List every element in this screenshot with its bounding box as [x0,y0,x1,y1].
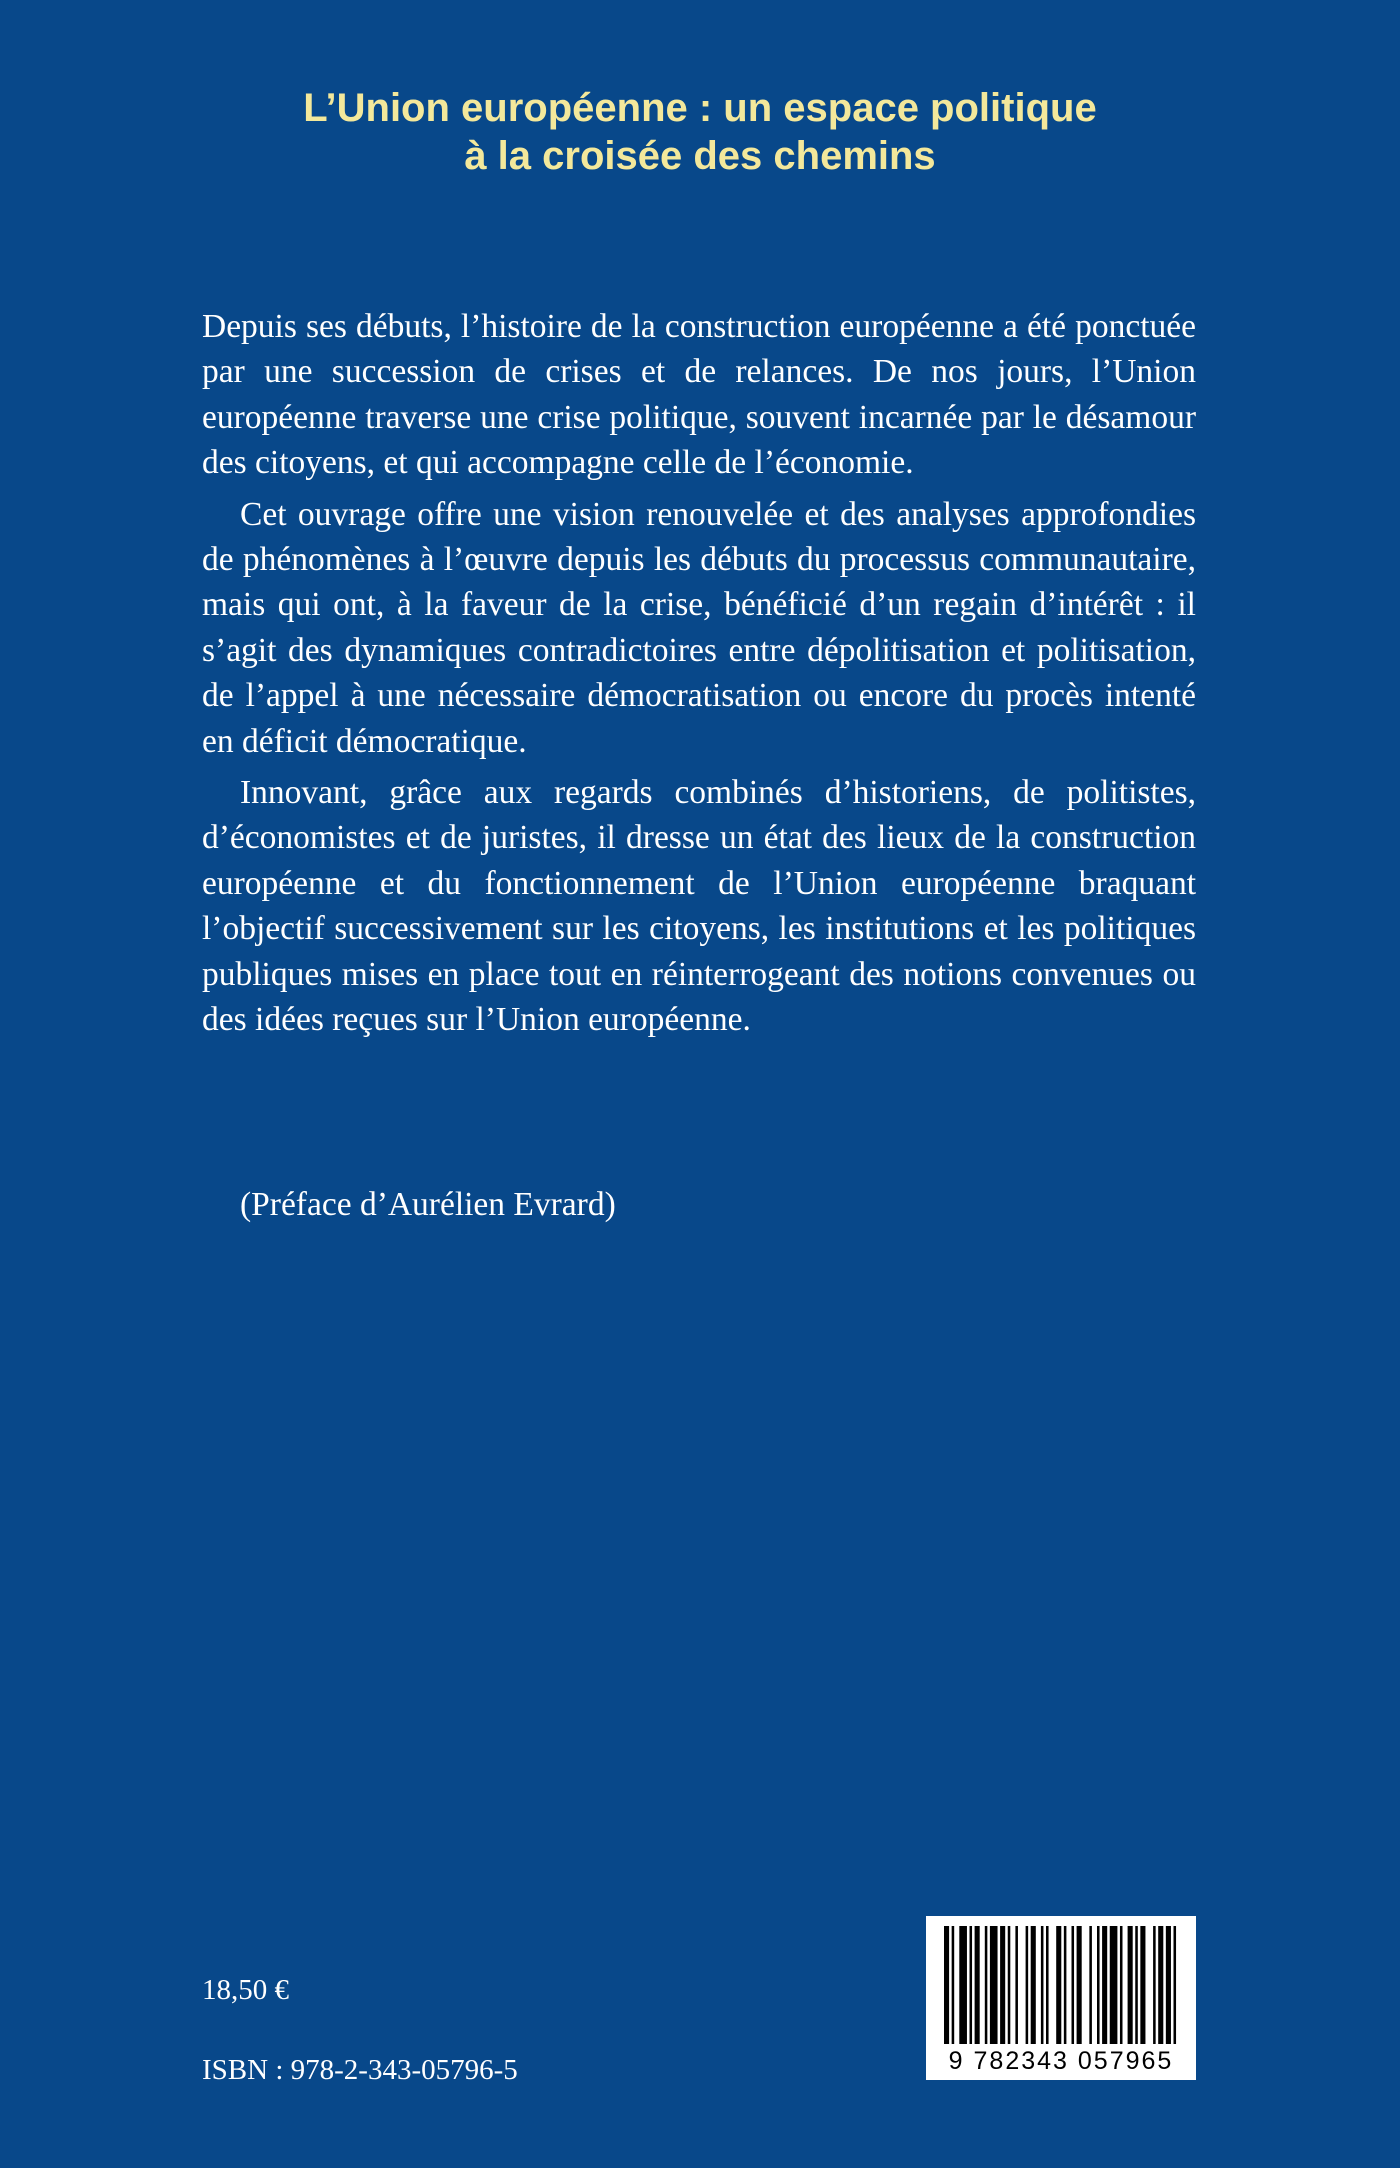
barcode-bar [990,1926,998,2044]
barcode-bar [1135,1926,1138,2044]
barcode-bar [1026,1926,1029,2044]
barcode-bar [1056,1926,1061,2044]
barcode-bar [1089,1926,1092,2044]
barcode-bar [1031,1926,1036,2044]
barcode-bar [1015,1926,1018,2044]
barcode-bar [1174,1926,1177,2044]
title-line-2: à la croisée des chemins [464,134,936,178]
barcode-bar [1000,1926,1005,2044]
barcode-bar [1097,1926,1100,2044]
barcode-bar [1072,1926,1075,2044]
barcode-bar [1110,1926,1118,2044]
blurb-paragraph-3: Innovant, grâce aux regards combinés d’historiens, de politistes, d’économistes et de juristes, il dresse un état des lieux de la construction européenne et du fonctionnement de l’Union européenne braquant l’objectif successivement sur les citoyens, les institutions et les politiques publiques mises en place tout en réinterrogeant des notions convenues ou des idées reçues sur l’Union européenne. [202,774,1196,1039]
barcode-bar [1077,1926,1082,2044]
barcode-bar [1046,1926,1049,2044]
barcode-bar [1041,1926,1044,2044]
barcode-bar [1128,1926,1133,2044]
barcode-bar [1153,1926,1156,2044]
barcode-bar [985,1926,988,2044]
barcode-bar [952,1926,955,2044]
barcode [926,1916,1196,2080]
isbn: ISBN : 978-2-343-05796-5 [202,2054,518,2086]
barcode-bar [944,1926,949,2044]
barcode-bar [1158,1926,1163,2044]
barcode-digits: 9 782343 057965 [948,2047,1174,2075]
preface-credit: (Préface d’Aurélien Evrard) [240,1186,616,1223]
book-title [120,84,1280,180]
barcode-bar [1064,1926,1067,2044]
barcode-bar [1140,1926,1145,2044]
blurb-paragraph-1: Depuis ses débuts, l’histoire de la construction européenne a été ponctuée par une succession de crises et de relances. De nos jours, l’Union européenne traverse une crise politique, souvent incarnée par le désamour des citoyens, et qui accompagne celle de l’économie. [202,308,1196,482]
barcode-bar [970,1926,973,2044]
blurb [202,304,1196,1049]
barcode-bar [1008,1926,1011,2044]
blurb-paragraph-2: Cet ouvrage offre une vision renouvelée et des analyses approfondies de phénomènes à l’œuvre depuis les débuts du processus communautaire, mais qui ont, à la faveur de la crise, bénéficié d’un regain d’intérêt : il s’agit des dynamiques contradictoires entre dépolitisation et politisation, de l’appel à une nécessaire démocratisation ou encore du procès intenté en déficit démocratique. [202,495,1196,760]
barcode-bar [1102,1926,1107,2044]
barcode-bar [959,1926,967,2044]
barcode-bar [1120,1926,1123,2044]
barcode-bar [975,1926,980,2044]
price: 18,50 € [202,1974,289,2006]
title-line-1: L’Union européenne : un espace politique [303,86,1097,130]
barcode-bar [1166,1926,1171,2044]
